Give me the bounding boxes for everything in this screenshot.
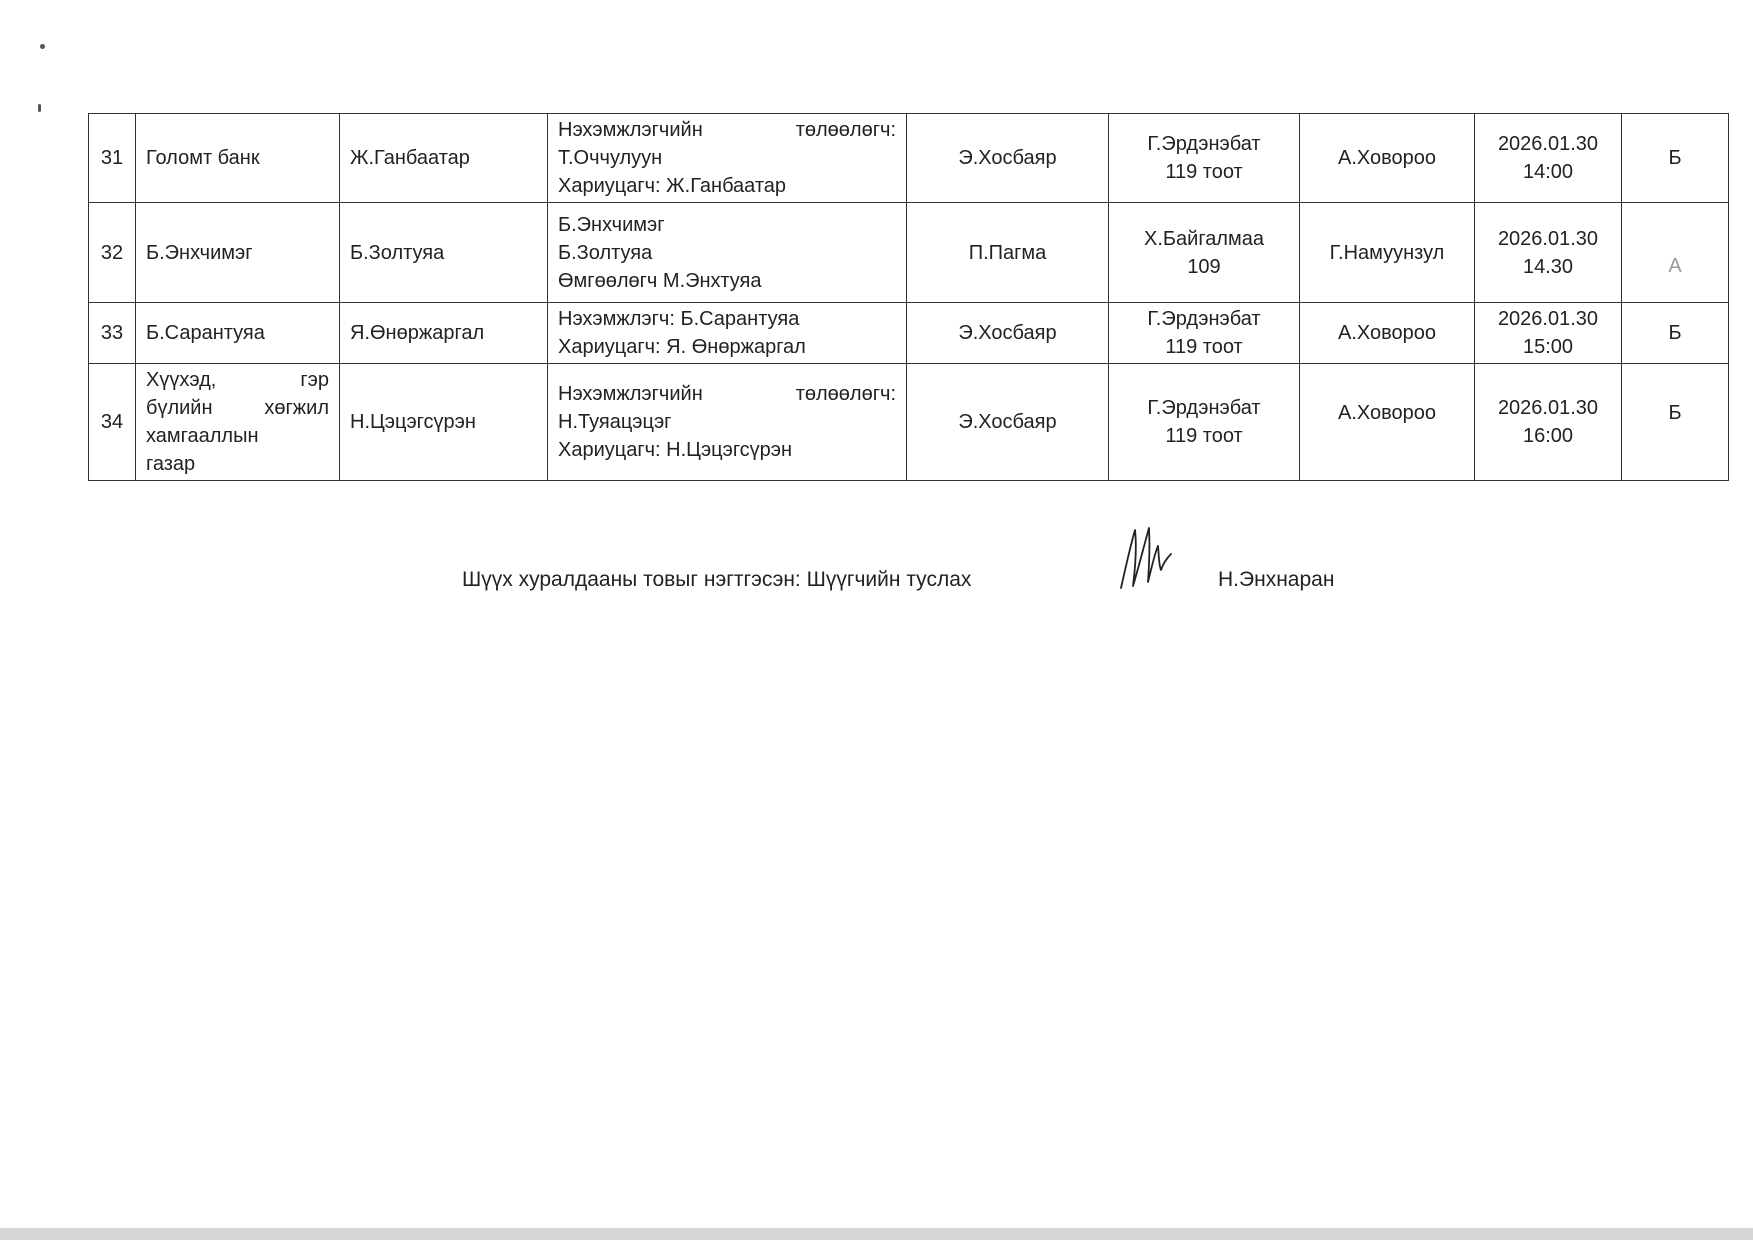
time-line: 15:00 xyxy=(1522,336,1574,358)
table-row xyxy=(89,303,1729,364)
respondent-cell: Ж.Ганбаатар xyxy=(340,114,548,203)
scan-edge-shadow xyxy=(0,1228,1753,1240)
participant-line: Нэхэмжлэгч: Б.Сарантуяа xyxy=(558,308,800,330)
room-line: Г.Эрдэнэбат xyxy=(1147,397,1261,419)
table-row xyxy=(89,364,1729,481)
participant-line: Т.Оччулуун xyxy=(558,147,663,169)
assistant-name: Н.Энхнаран xyxy=(1218,568,1335,591)
secretary-cell: А.Ховороо xyxy=(1300,303,1475,364)
type-cell: А xyxy=(1622,203,1729,303)
participants-cell xyxy=(548,203,907,303)
scan-speck xyxy=(38,104,41,112)
room-line: Х.Байгалмаа xyxy=(1144,227,1264,250)
room-line: 119 тоот xyxy=(1165,161,1243,183)
time-line: 14:00 xyxy=(1522,161,1574,183)
judge-cell: Э.Хосбаяр xyxy=(907,303,1109,364)
judge-cell: П.Пагма xyxy=(907,203,1109,303)
judge-cell: Э.Хосбаяр xyxy=(907,364,1109,481)
row-number: 34 xyxy=(89,364,136,481)
participants-cell xyxy=(548,303,907,364)
room-line: Г.Эрдэнэбат xyxy=(1147,308,1261,330)
participants-cell xyxy=(548,114,907,203)
scan-speck xyxy=(40,44,45,49)
party-line: газар xyxy=(146,453,196,475)
compiled-by-label: Шүүх хуралдааны товыг нэгтгэсэн: Шүүгчийн туслах xyxy=(462,568,972,591)
participant-line: Өмгөөлөгч М.Энхтуяа xyxy=(558,269,762,292)
participant-line: Нэхэмжлэгчийн төлөөлөгч: xyxy=(558,119,896,141)
participant-line: Н.Туяацэцэг xyxy=(558,411,672,433)
participant-line: Хариуцагч: Ж.Ганбаатар xyxy=(558,175,787,197)
participant-line: Хариуцагч: Я. Өнөржаргал xyxy=(558,336,806,358)
date-line: 2026.01.30 xyxy=(1497,397,1599,419)
room-line: 119 тоот xyxy=(1165,425,1243,447)
date-line: 2026.01.30 xyxy=(1497,133,1599,155)
party-cell: Б.Энхчимэг xyxy=(136,203,340,303)
type-cell: Б xyxy=(1622,364,1729,481)
room-cell xyxy=(1109,364,1300,481)
time-line: 14.30 xyxy=(1522,255,1574,278)
table-row xyxy=(89,114,1729,203)
room-cell xyxy=(1109,203,1300,303)
secretary-cell: А.Ховороо xyxy=(1300,114,1475,203)
handwritten-signature xyxy=(1115,522,1175,592)
participant-line: Б.Золтуяа xyxy=(558,241,653,264)
participant-line: Нэхэмжлэгчийн төлөөлөгч: xyxy=(558,383,896,405)
participants-cell xyxy=(548,364,907,481)
secretary-cell: Г.Намуунзул xyxy=(1300,203,1475,303)
row-number: 31 xyxy=(89,114,136,203)
participant-line: Хариуцагч: Н.Цэцэгсүрэн xyxy=(558,439,793,461)
type-cell: Б xyxy=(1622,303,1729,364)
room-line: Г.Эрдэнэбат xyxy=(1147,133,1261,155)
datetime-cell xyxy=(1475,203,1622,303)
date-line: 2026.01.30 xyxy=(1497,227,1599,250)
room-line: 119 тоот xyxy=(1165,336,1243,358)
party-line: Хүүхэд, гэр xyxy=(146,369,329,391)
respondent-cell: Я.Өнөржаргал xyxy=(340,303,548,364)
secretary-cell: А.Ховороо xyxy=(1300,364,1475,481)
respondent-cell: Б.Золтуяа xyxy=(340,203,548,303)
datetime-cell xyxy=(1475,114,1622,203)
room-cell xyxy=(1109,114,1300,203)
hearing-schedule-table xyxy=(88,113,1729,481)
type-cell: Б xyxy=(1622,114,1729,203)
datetime-cell xyxy=(1475,364,1622,481)
respondent-cell: Н.Цэцэгсүрэн xyxy=(340,364,548,481)
time-line: 16:00 xyxy=(1522,425,1574,447)
row-number: 33 xyxy=(89,303,136,364)
table-row xyxy=(89,203,1729,303)
datetime-cell xyxy=(1475,303,1622,364)
row-number: 32 xyxy=(89,203,136,303)
judge-cell: Э.Хосбаяр xyxy=(907,114,1109,203)
party-cell: Голомт банк xyxy=(136,114,340,203)
room-cell xyxy=(1109,303,1300,364)
party-cell xyxy=(136,364,340,481)
party-line: бүлийн хөгжил xyxy=(146,397,329,419)
party-cell: Б.Сарантуяа xyxy=(136,303,340,364)
party-line: хамгааллын xyxy=(146,425,259,447)
room-line: 109 xyxy=(1187,255,1221,278)
date-line: 2026.01.30 xyxy=(1497,308,1599,330)
participant-line: Б.Энхчимэг xyxy=(558,213,665,236)
